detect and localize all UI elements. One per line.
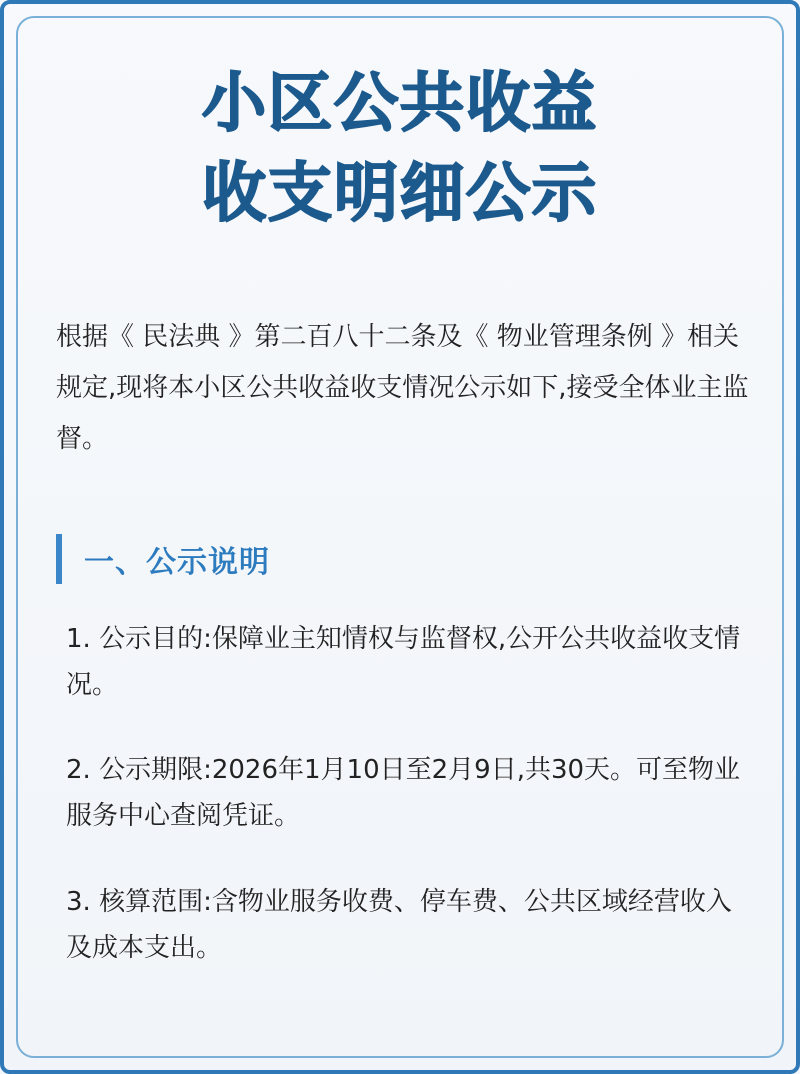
list-item: 3. 核算范围:含物业服务收费、停车费、公共区域经营收入及成本支出。 bbox=[66, 887, 732, 963]
title-line-2: 收支明细公示 bbox=[202, 157, 598, 231]
section-heading bbox=[56, 534, 270, 584]
list-item: 1. 公示目的:保障业主知情权与监督权,公开公共收益收支情况。 bbox=[66, 624, 741, 700]
list-item: 2. 公示期限:2026年1月10日至2月9日,共30天。可至物业服务中心查阅凭证。 bbox=[66, 755, 741, 831]
title-line-1: 小区公共收益 bbox=[202, 67, 598, 141]
section-accent-bar bbox=[56, 534, 62, 584]
intro-paragraph: 根据《 民法典 》第二百八十二条及《 物业管理条例 》相关规定,现将本小区公共收益收支情况公示如下,接受全体业主监督。 bbox=[56, 322, 749, 454]
section-title: 一、公示说明 bbox=[84, 545, 270, 580]
